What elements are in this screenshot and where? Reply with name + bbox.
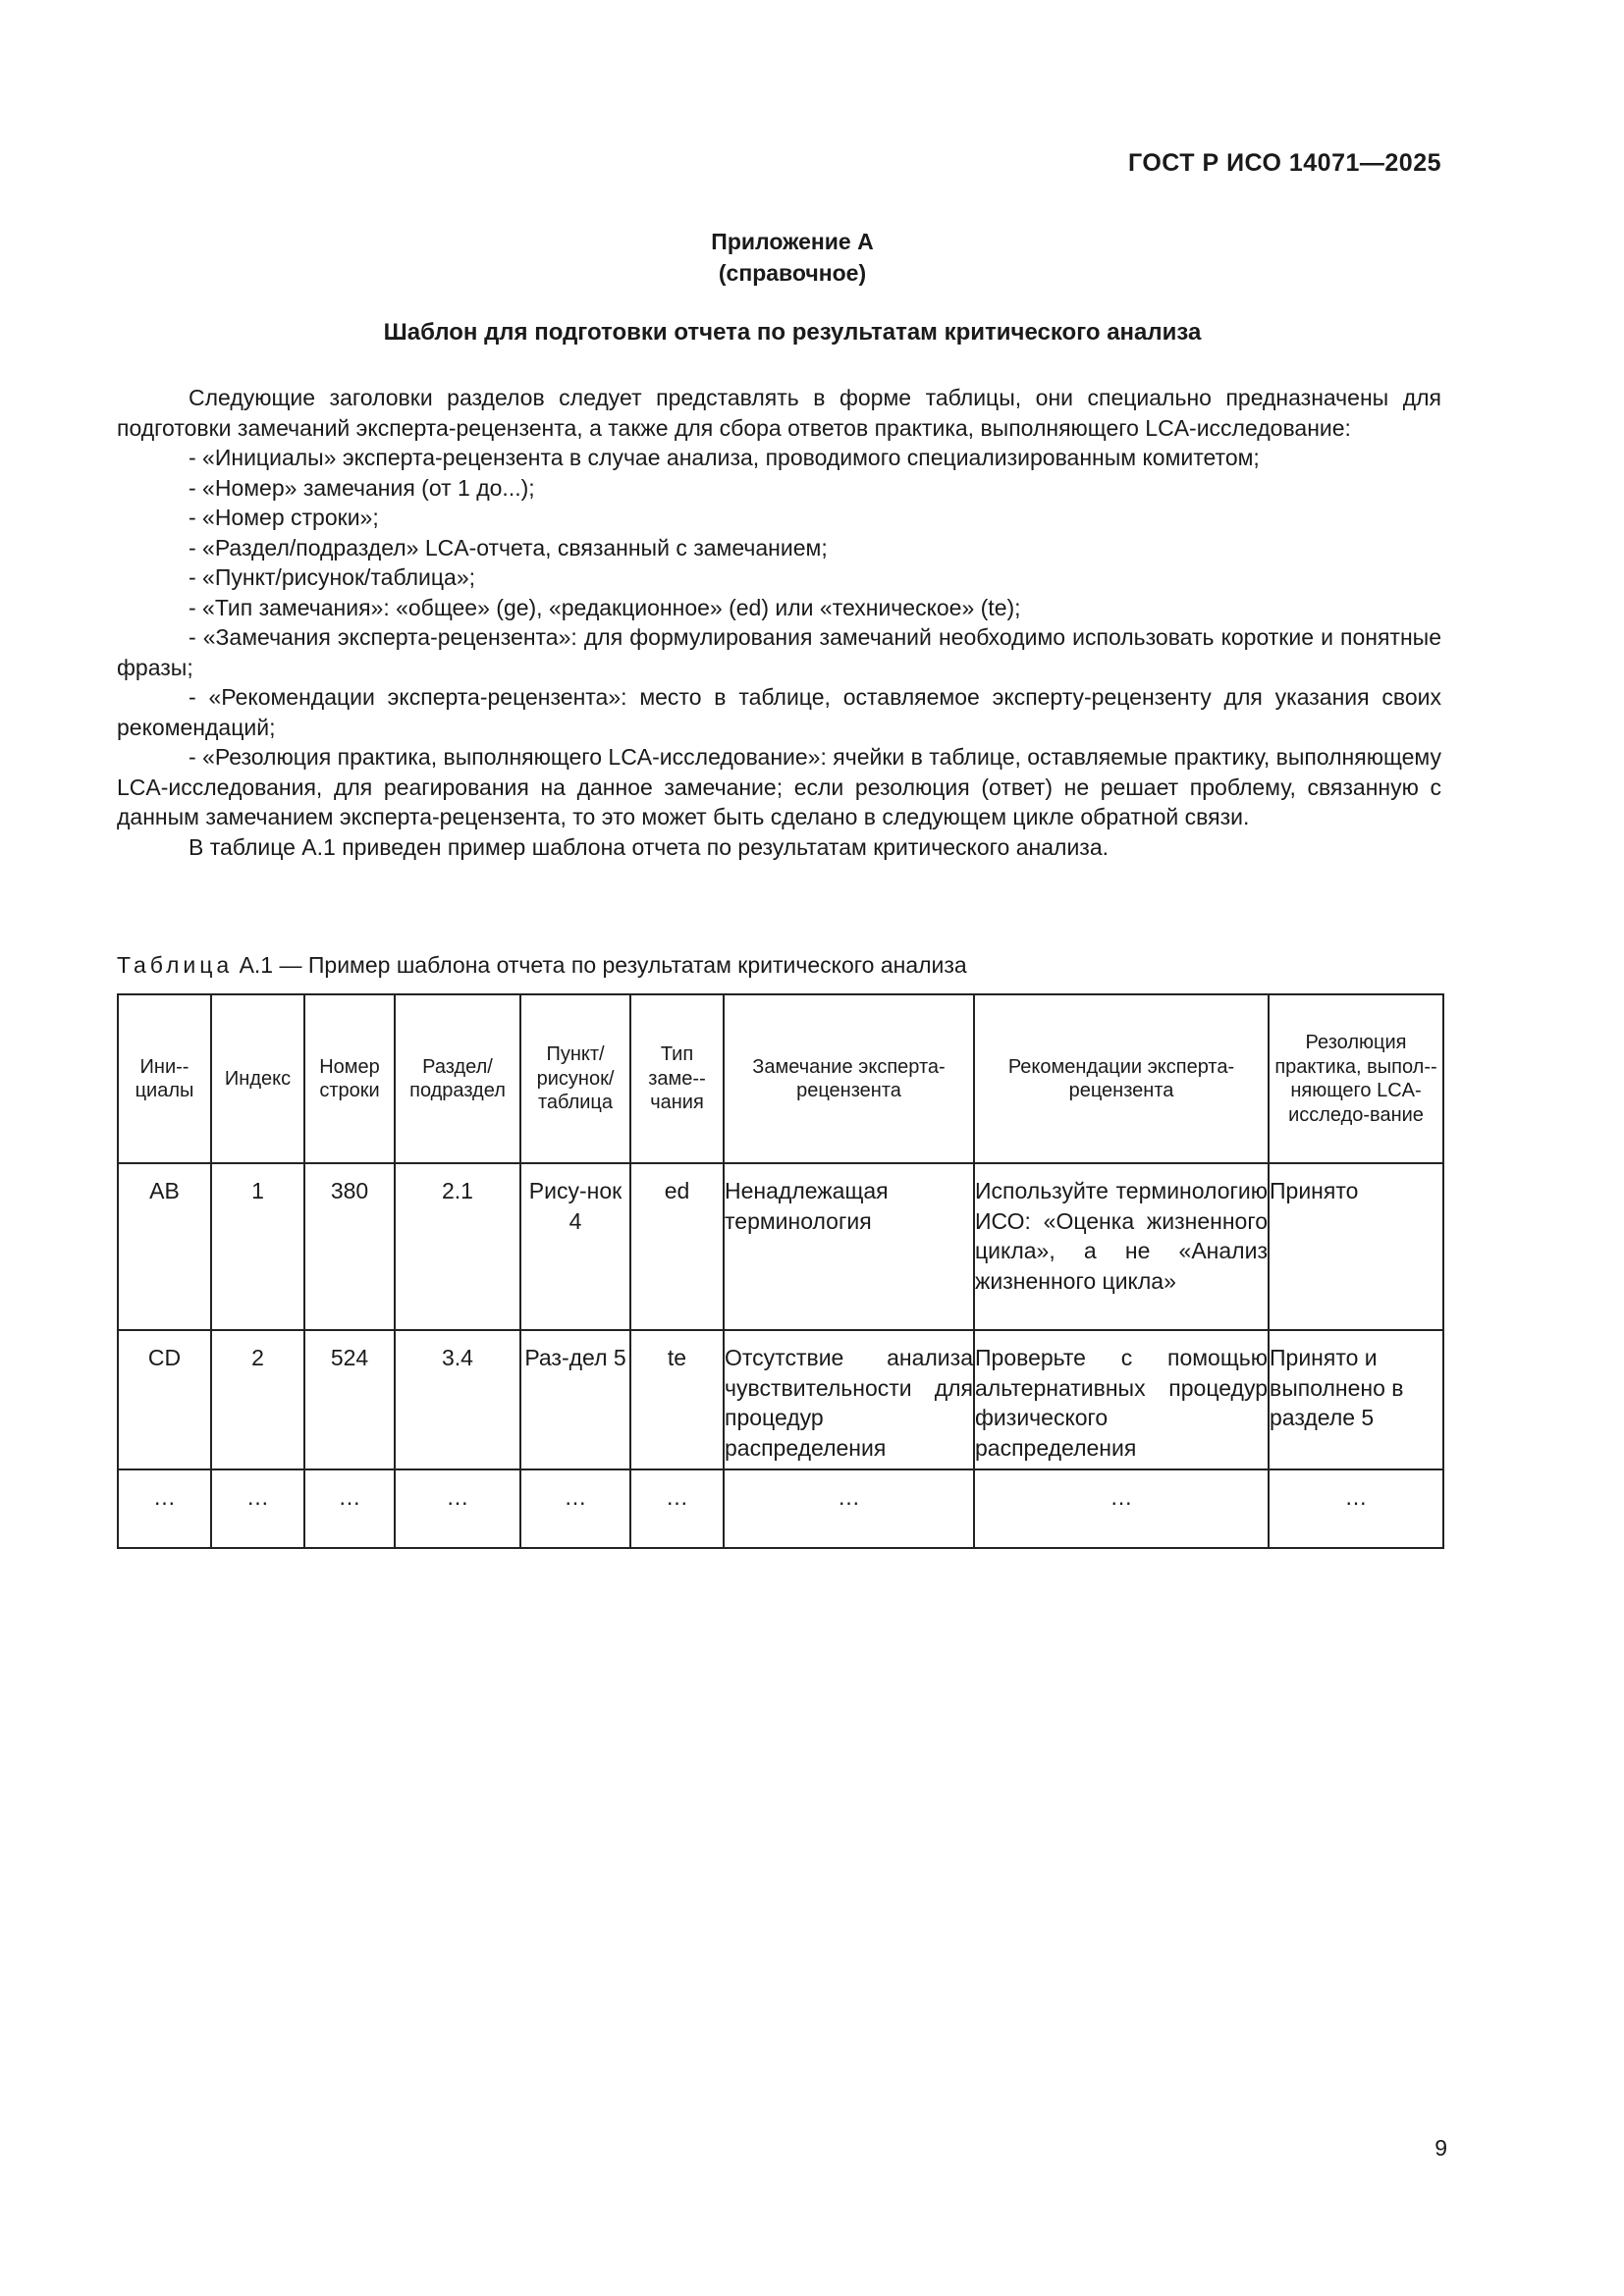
list-item: - «Инициалы» эксперта-рецензента в случае анализа, проводимого специализированным комитетом; (189, 445, 1260, 470)
list-item: - «Рекомендации эксперта-рецензента»: место в таблице, оставляемое эксперту-рецензенту для указания своих рекомендаций; (117, 684, 1441, 740)
cell-ellipsis: … (395, 1469, 520, 1548)
header-initials: Ини-циалы (118, 994, 211, 1163)
cell-resolution: Принято и выполнено в разделе 5 (1269, 1330, 1443, 1469)
cell-comment: Отсутствие анализа чувствительности для процедур распределения (724, 1330, 974, 1469)
cell-comment: Ненадлежащая терминология (724, 1163, 974, 1330)
cell-ellipsis: … (118, 1469, 211, 1548)
header-practitioner-resolution: Резолюция практика, выпол-няющего LCA-исследо-вание (1269, 994, 1443, 1163)
cell-ellipsis: … (211, 1469, 304, 1548)
cell-ellipsis: … (974, 1469, 1269, 1548)
list-item: - «Резолюция практика, выполняющего LCA-исследование»: ячейки в таблице, оставляемые практику, выполняющему LCA-исследования, для реагирования на данное замечание; если резолюция (ответ) не решает проблему, связанную с данным замечанием эксперта-рецензента, то это может быть сделано в следующем цикле обратной связи. (117, 744, 1441, 829)
header-clause-figure-table: Пункт/ рисунок/ таблица (520, 994, 630, 1163)
table-row (118, 1330, 1443, 1469)
intro-paragraph: Следующие заголовки разделов следует представлять в форме таблицы, они специально предназначены для подготовки замечаний эксперта-рецензента, а также для сбора ответов практика, выполняющего LCA-исследование: (117, 385, 1441, 441)
table-header-row (118, 994, 1443, 1163)
table-caption-prefix: Таблица (117, 952, 234, 978)
list-item: - «Тип замечания»: «общее» (ge), «редакционное» (ed) или «техническое» (te); (189, 594, 1021, 620)
header-comment-type: Тип заме-чания (630, 994, 724, 1163)
cell-type: te (630, 1330, 724, 1469)
cell-type: ed (630, 1163, 724, 1330)
table-row (118, 1469, 1443, 1548)
cell-index: 1 (211, 1163, 304, 1330)
closing-paragraph: В таблице А.1 приведен пример шаблона отчета по результатам критического анализа. (189, 833, 1110, 860)
header-reviewer-recommendation: Рекомендации эксперта-рецензента (974, 994, 1269, 1163)
list-item: - «Номер» замечания (от 1 до...); (189, 474, 535, 501)
cell-resolution: Принято (1269, 1163, 1443, 1330)
list-item: - «Номер строки»; (189, 505, 379, 530)
review-template-table (117, 993, 1444, 1549)
cell-initials: AB (118, 1163, 211, 1330)
cell-ellipsis: … (304, 1469, 395, 1548)
cell-ellipsis: … (1269, 1469, 1443, 1548)
cell-line-number: 380 (304, 1163, 395, 1330)
cell-ellipsis: … (724, 1469, 974, 1548)
cell-recommendation: Проверьте с помощью альтернативных процедур физического распределения (974, 1330, 1269, 1469)
annex-label: Приложение А (711, 229, 874, 254)
cell-recommendation: Используйте терминологию ИСО: «Оценка жизненного цикла», а не «Анализ жизненного цикла» (974, 1163, 1269, 1330)
cell-ellipsis: … (630, 1469, 724, 1548)
standard-code: ГОСТ Р ИСО 14071—2025 (1128, 149, 1441, 177)
annex-status: (справочное) (718, 260, 867, 286)
cell-line-number: 524 (304, 1330, 395, 1469)
cell-index: 2 (211, 1330, 304, 1469)
header-reviewer-comment: Замечание эксперта-рецензента (724, 994, 974, 1163)
list-item: - «Раздел/подраздел» LCA-отчета, связанный с замечанием; (189, 534, 828, 561)
body-text (117, 383, 1441, 862)
table-caption (117, 952, 967, 979)
header-index: Индекс (211, 994, 304, 1163)
header-section: Раздел/ подраздел (395, 994, 520, 1163)
annex-heading (0, 226, 1585, 289)
list-item: - «Пункт/рисунок/таблица»; (189, 564, 476, 590)
page-number: 9 (1435, 2135, 1447, 2161)
list-item: - «Замечания эксперта-рецензента»: для формулирования замечаний необходимо использовать короткие и понятные фразы; (117, 624, 1441, 680)
cell-clause: Рису-нок 4 (520, 1163, 630, 1330)
cell-section: 3.4 (395, 1330, 520, 1469)
header-line-number: Номер строки (304, 994, 395, 1163)
table-caption-text: А.1 — Пример шаблона отчета по результатам критического анализа (233, 952, 967, 978)
cell-ellipsis: … (520, 1469, 630, 1548)
annex-title: Шаблон для подготовки отчета по результатам критического анализа (383, 319, 1202, 346)
cell-initials: CD (118, 1330, 211, 1469)
cell-section: 2.1 (395, 1163, 520, 1330)
table-row (118, 1163, 1443, 1330)
cell-clause: Раз-дел 5 (520, 1330, 630, 1469)
